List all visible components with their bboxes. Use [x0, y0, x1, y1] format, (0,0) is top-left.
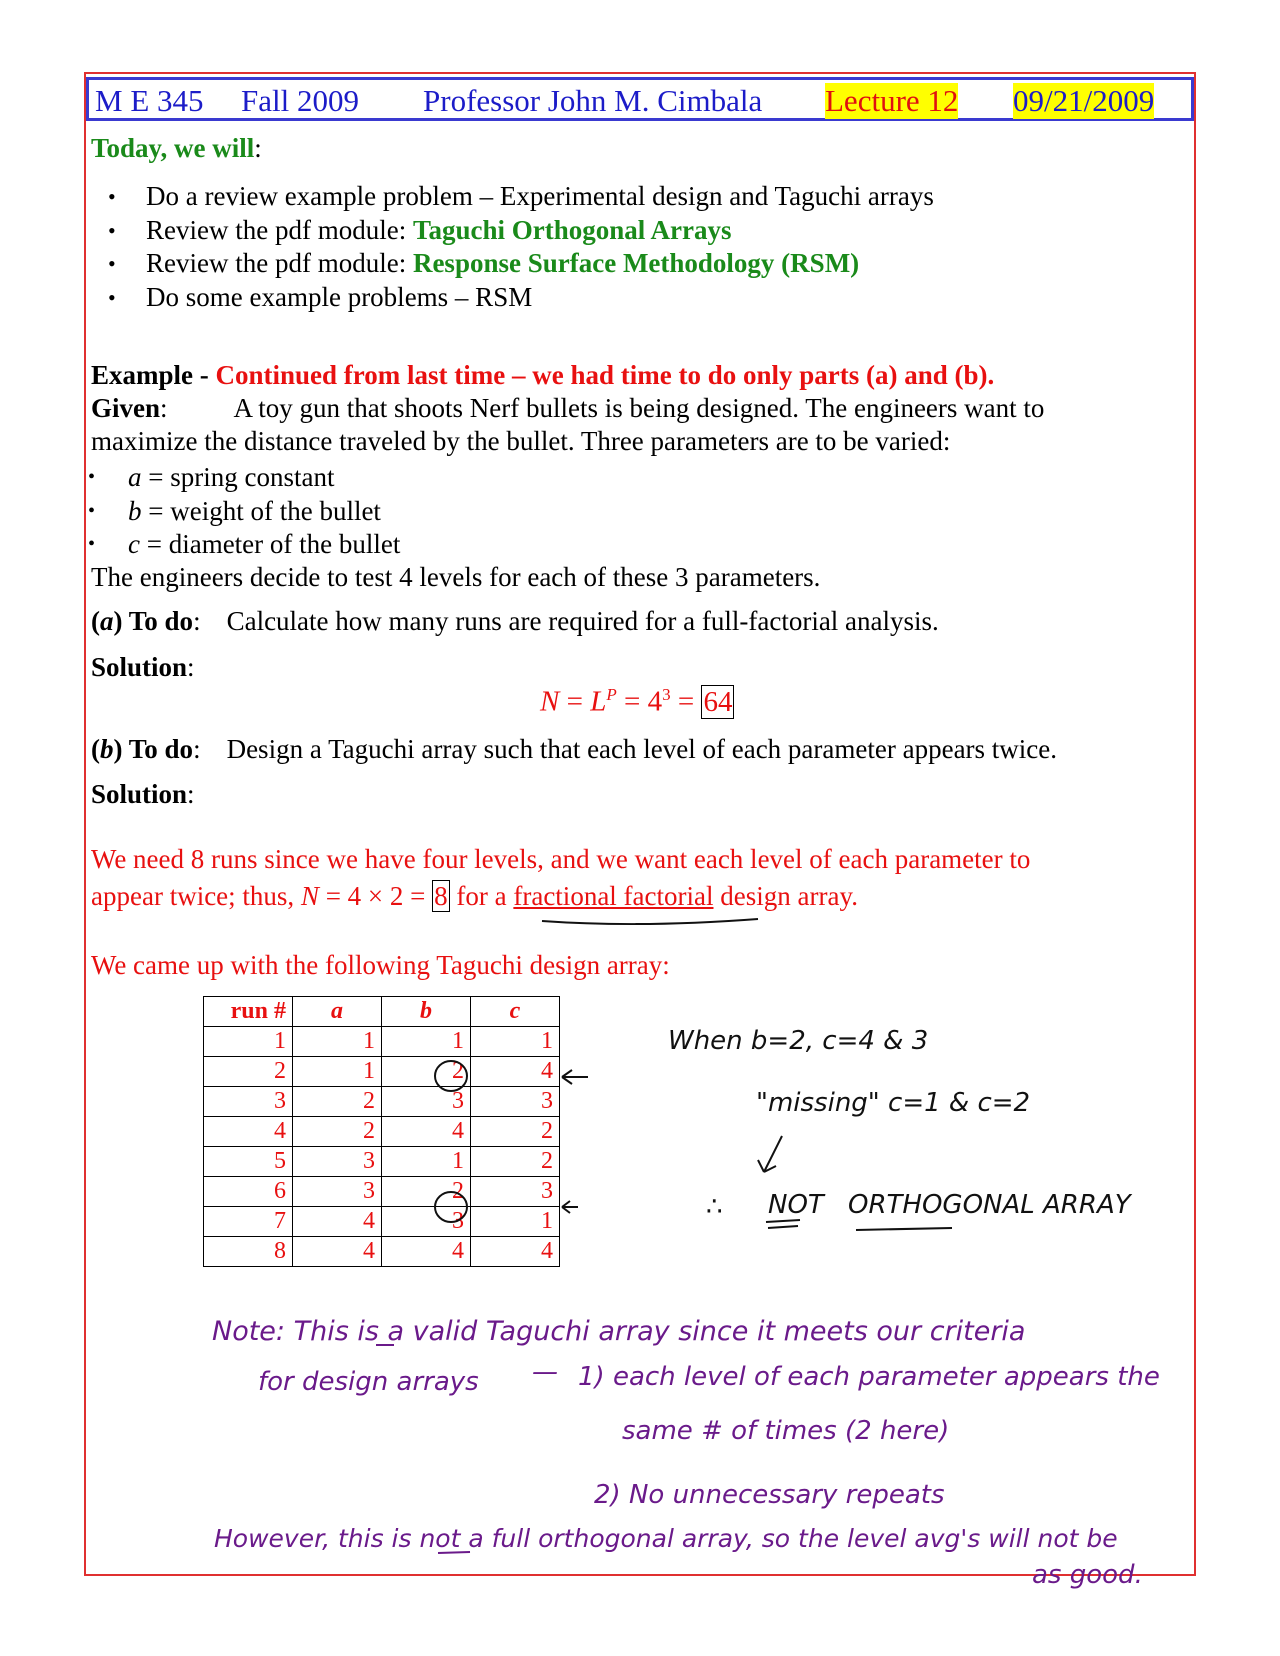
cell: 3 [293, 1177, 382, 1207]
note-line-4: same # of times (2 here) [622, 1416, 950, 1446]
cell: 2 [293, 1087, 382, 1117]
course-code: M E 345 [95, 83, 204, 118]
solution-line-1: We need 8 runs since we have four levels, and we want each level of each parameter to [91, 844, 1031, 874]
cell: 4 [293, 1207, 382, 1237]
header-b: b [382, 997, 471, 1027]
lecture-date: 09/21/2009 [1013, 83, 1155, 118]
cell: 3 [204, 1087, 293, 1117]
agenda-item: • Review the pdf module: Taguchi Orthogonal Arrays [108, 214, 934, 248]
agenda-heading: Today, we will: [91, 133, 262, 163]
handwritten-when: When b=2, c=4 & 3 [668, 1026, 929, 1056]
cell: 1 [382, 1147, 471, 1177]
cell: 1 [382, 1027, 471, 1057]
cell: 2 [382, 1057, 471, 1087]
table-row [204, 1177, 560, 1207]
header-a: a [293, 997, 382, 1027]
cell: 4 [471, 1237, 560, 1267]
cell: 1 [293, 1027, 382, 1057]
cell: 2 [382, 1177, 471, 1207]
cell: 2 [471, 1147, 560, 1177]
cell: 3 [382, 1207, 471, 1237]
cell: 1 [204, 1027, 293, 1057]
given-line-2: maximize the distance traveled by the bullet. Three parameters are to be varied: [91, 426, 951, 456]
cell: 4 [382, 1237, 471, 1267]
cell: 5 [204, 1147, 293, 1177]
levels-line: The engineers decide to test 4 levels for each of these 3 parameters. [91, 562, 821, 592]
note-line-1: Note: This is a valid Taguchi array since it meets our criteria [212, 1316, 1026, 1347]
handwritten-missing: "missing" c=1 & c=2 [756, 1088, 1031, 1118]
parameter-list [88, 461, 400, 562]
table-row [204, 1147, 560, 1177]
parameter-item: • c = diameter of the bullet [88, 528, 400, 562]
cell: 3 [471, 1087, 560, 1117]
cell: 1 [471, 1027, 560, 1057]
cell: 2 [204, 1057, 293, 1087]
cell: 2 [471, 1117, 560, 1147]
lecture-header [86, 77, 1194, 121]
cell: 4 [204, 1117, 293, 1147]
full-factorial-equation: $N = L^P = 4^3 = 64$ [540, 685, 733, 718]
parameter-item: • a = spring constant [88, 461, 400, 495]
table-row [204, 1087, 560, 1117]
parameter-item: • b = weight of the bullet [88, 495, 400, 529]
cell: 3 [293, 1147, 382, 1177]
note-line-6: However, this is not a full orthogonal array, so the level avg's will not be [214, 1524, 1118, 1553]
agenda-list [108, 180, 934, 314]
given-line-1: Given: A toy gun that shoots Nerf bullets is being designed. The engineers want to [91, 393, 1045, 423]
cell: 4 [382, 1117, 471, 1147]
cell: 4 [293, 1237, 382, 1267]
cell: 3 [382, 1087, 471, 1117]
part-a-todo: (a) To do: Calculate how many runs are required for a full-factorial analysis. [91, 606, 939, 636]
header-c: c [471, 997, 560, 1027]
cell: 1 [293, 1057, 382, 1087]
handwritten-orthogonal-array: ORTHOGONAL ARRAY [848, 1190, 1131, 1220]
cell: 4 [471, 1057, 560, 1087]
came-up-line: We came up with the following Taguchi design array: [91, 950, 670, 980]
cell: 2 [293, 1117, 382, 1147]
table-row [204, 1057, 560, 1087]
part-a-solution-label: Solution: [91, 652, 195, 682]
table-row [204, 1207, 560, 1237]
example-heading: Example - Continued from last time – we had time to do only parts (a) and (b). [91, 360, 995, 390]
note-line-2: for design arrays [258, 1367, 479, 1397]
cell: 3 [471, 1177, 560, 1207]
cell: 6 [204, 1177, 293, 1207]
header-run: run # [204, 997, 293, 1027]
agenda-item: • Do a review example problem – Experimental design and Taguchi arrays [108, 180, 934, 214]
agenda-item: • Review the pdf module: Response Surface Methodology (RSM) [108, 247, 934, 281]
professor: Professor John M. Cimbala [423, 83, 763, 118]
solution-line-2: appear twice; thus, N = 4 × 2 = 8 for a fractional factorial design array. [91, 881, 858, 911]
therefore-symbol: ∴ [706, 1192, 723, 1222]
note-line-7: as good. [1032, 1560, 1143, 1590]
lecture-number: Lecture 12 [825, 83, 959, 118]
cell: 7 [204, 1207, 293, 1237]
agenda-item: • Do some example problems – RSM [108, 281, 934, 315]
cell: 8 [204, 1237, 293, 1267]
part-b-todo: (b) To do: Design a Taguchi array such that each level of each parameter appears twice. [91, 734, 1058, 764]
table-header-row [204, 997, 560, 1027]
term: Fall 2009 [241, 83, 359, 118]
handwritten-not: NOT [768, 1190, 824, 1220]
cell: 1 [471, 1207, 560, 1237]
part-b-solution-label: Solution: [91, 779, 195, 809]
note-line-5: 2) No unnecessary repeats [594, 1480, 945, 1510]
table-row [204, 1237, 560, 1267]
taguchi-array-table [203, 996, 560, 1267]
dash-mark: — [532, 1357, 558, 1387]
note-line-3: 1) each level of each parameter appears the [578, 1362, 1160, 1392]
table-row [204, 1117, 560, 1147]
table-row [204, 1027, 560, 1057]
